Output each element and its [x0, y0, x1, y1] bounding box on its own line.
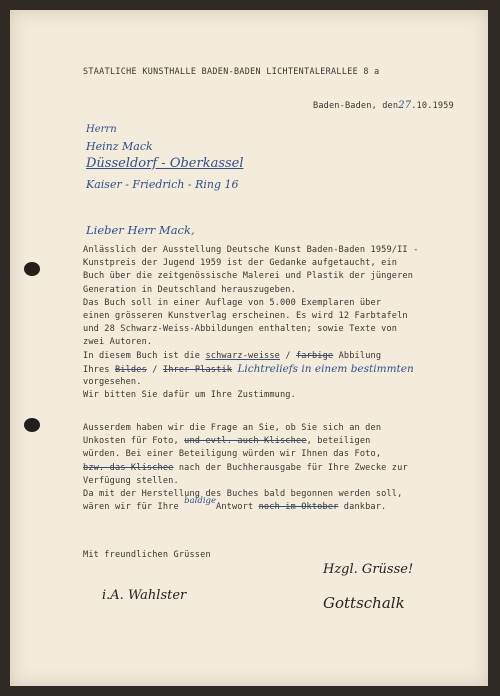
punch-hole — [24, 418, 40, 432]
body-paragraph-1: Anlässlich der Ausstellung Deutsche Kunst Baden-Baden 1959/II - Kunstpreis der Jugend 1959 ist der Gedanke aufgetaucht, ein Buch über die zeitgenössische Malerei und Plastik der jüngeren Generation in Deutschland herauszugeben. Das Buch soll in einer Auflage von 5.000 Exemplaren über einen grösseren Kunstverlag erscheinen. Es wird 12 Farbtafeln und 28 Schwarz-Weiss-Abbildungen enthalten; sowie Texte von zwei Autoren. In diesem Buch ist die schwarz-weisse / farbige Abbilung Ihres Bildes / Ihrer Plastik Lichtreliefs in einem bestimmten vorgesehen. Wir bitten Sie dafür um Ihre Zustimmung. — [83, 245, 419, 401]
letterhead: STAATLICHE KUNSTHALLE BADEN-BADEN LICHTENTALERALLEE 8 a — [83, 66, 380, 76]
date-line: Baden-Baden, den27.10.1959 — [313, 100, 454, 111]
line-ihres: Ihres Bildes / Ihrer Plastik Lichtreliefs in einem bestimmten — [83, 362, 414, 375]
salutation: Lieber Herr Mack, — [86, 223, 195, 237]
letter-page — [10, 10, 488, 686]
punch-hole — [24, 262, 40, 276]
recipient-street: Kaiser - Friedrich - Ring 16 — [86, 178, 239, 191]
body-paragraph-2: Ausserdem haben wir die Frage an Sie, ob Sie sich an den Unkosten für Foto, und evtl. auch Klischee, beteiligen würden. Bei einer Beteiligung würden wir Ihnen das Foto, bzw. das Klischee nach der Buchherausgabe für Ihre Zwecke zur Verfügung stellen. Da mit der Herstellung des Buches bald begonnen werden soll, wären wir für Ihre baldigeAntwort noch im Oktober dankbar. — [83, 423, 408, 513]
recipient-city: Düsseldorf - Oberkassel — [86, 156, 244, 171]
signature-right: Gottschalk — [323, 594, 405, 612]
line-buch: In diesem Buch ist die schwarz-weisse / farbige Abbilung — [83, 350, 382, 361]
recipient-title: Herrn — [86, 124, 117, 135]
closing: Mit freundlichen Grüssen — [83, 550, 211, 560]
handwritten-insert: baldige — [184, 496, 217, 507]
handwritten-greeting: Hzgl. Grüsse! — [323, 562, 414, 577]
signature-left: i.A. Wahlster — [102, 588, 187, 603]
handwritten-insert: Lichtreliefs in einem bestimmten — [237, 362, 414, 375]
recipient-name: Heinz Mack — [86, 140, 153, 153]
